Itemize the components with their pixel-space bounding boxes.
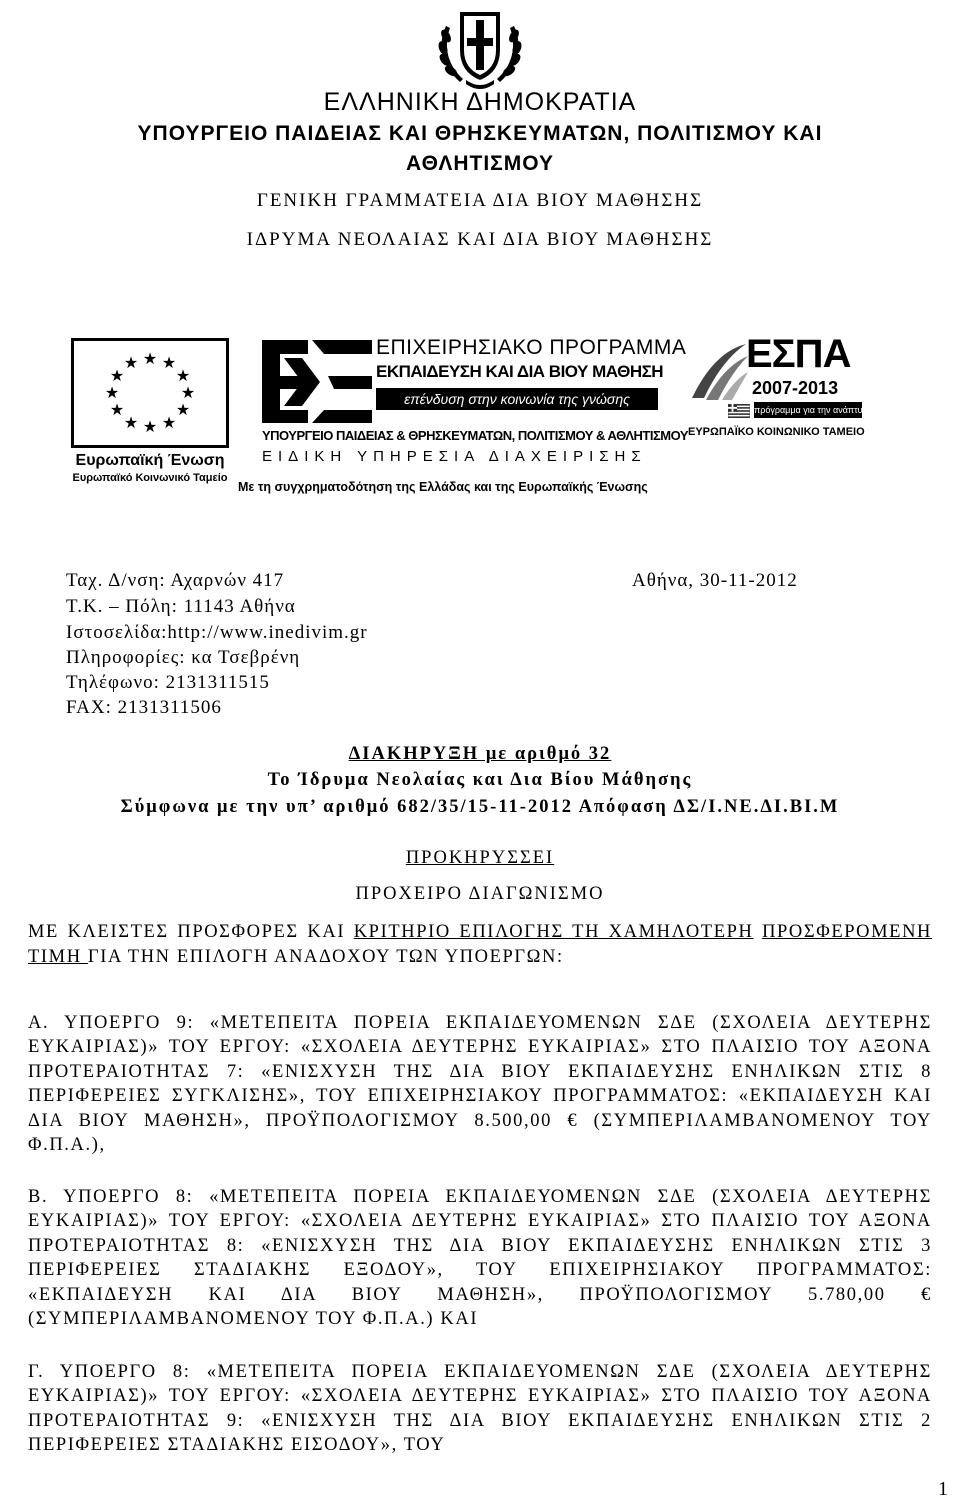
program-title-2: ΕΚΠΑΙΔΕΥΣΗ ΚΑΙ ΔΙΑ ΒΙΟΥ ΜΑΘΗΣΗ <box>376 362 664 381</box>
announcement-proclaims: ΠΡΟΚΗΡΥΣΣΕΙ <box>405 848 555 868</box>
sender-phone: Τηλέφωνο: 2131311515 <box>66 672 270 693</box>
subproject-item-c: Γ. ΥΠΟΕΡΓΟ 8: «ΜΕΤΕΠΕΙΤΑ ΠΟΡΕΙΑ ΕΚΠΑΙΔΕΥΟΜΕΝΩΝ ΣΔΕ (ΣΧΟΛΕΙΑ ΔΕΥΤΕΡΗΣ ΕΥΚΑΙΡΙΑΣ)» ΤΟΥ ΕΡΓΟΥ: «ΣΧΟΛΕΙΑ ΔΕΥΤΕΡΗΣ ΕΥΚΑΙΡΙΑΣ» ΣΤΟ ΠΛΑΙΣΙΟ ΤΟΥ ΑΞΟΝΑ ΠΡΟΤΕΡΑΙΟΤΗΤΑΣ 9: «ΕΝΙΣΧΥΣΗ ΤΗΣ ΔΙΑ ΒΙΟΥ ΕΚΠΑΙΔΕΥΣΗΣ ΕΝΗΛΙΚΩΝ ΣΤΙΣ 2 ΠΕΡΙΦΕΡΕΙΕΣ ΣΤΑΔΙΑΚΗΣ ΕΙΣΟΔΟΥ», ΤΟΥ <box>28 1362 932 1456</box>
svg-text:★: ★ <box>142 417 158 436</box>
header-ministry-cont: ΑΘΛΗΤΙΣΜΟΥ <box>405 152 555 175</box>
announcement-tender: ΠΡΟΧΕΙΡΟ ΔΙΑΓΩΝΙΣΜΟ <box>355 884 605 904</box>
header-ministry: ΥΠΟΥΡΓΕΙΟ ΠΑΙΔΕΙΑΣ ΚΑΙ ΘΡΗΣΚΕΥΜΑΤΩΝ, ΠΟΛΙΤΙΣΜΟΥ ΚΑΙ <box>137 122 823 145</box>
page-number: 1 <box>938 1478 948 1500</box>
tender-criteria <box>28 920 932 970</box>
greek-flag-icon <box>728 404 750 418</box>
svg-text:★: ★ <box>161 413 177 432</box>
header-foundation: ΙΔΡΥΜΑ ΝΕΟΛΑΙΑΣ ΚΑΙ ΔΙΑ ΒΙΟΥ ΜΑΘΗΣΗΣ <box>246 229 714 250</box>
criteria-part-a: ΜΕ ΚΛΕΙΣΤΕΣ ΠΡΟΣΦΟΡΕΣ ΚΑΙ <box>28 922 354 942</box>
header-general-secretariat: ΓΕΝΙΚΗ ΓΡΑΜΜΑΤΕΙΑ ΔΙΑ ΒΙΟΥ ΜΑΘΗΣΗΣ <box>256 190 704 211</box>
program-logo <box>238 336 688 501</box>
sender-address: Ταχ. Δ/νση: Αχαρνών 417 <box>66 570 285 591</box>
eu-flag-icon <box>71 338 229 448</box>
program-emblem-icon <box>262 340 372 426</box>
svg-text:★: ★ <box>109 400 125 419</box>
subproject-item-b: Β. ΥΠΟΕΡΓΟ 8: «ΜΕΤΕΠΕΙΤΑ ΠΟΡΕΙΑ ΕΚΠΑΙΔΕΥΟΜΕΝΩΝ ΣΔΕ (ΣΧΟΛΕΙΑ ΔΕΥΤΕΡΗΣ ΕΥΚΑΙΡΙΑΣ)» ΤΟΥ ΕΡΓΟΥ: «ΣΧΟΛΕΙΑ ΔΕΥΤΕΡΗΣ ΕΥΚΑΙΡΙΑΣ» ΣΤΟ ΠΛΑΙΣΙΟ ΤΟΥ ΑΞΟΝΑ ΠΡΟΤΕΡΑΙΟΤΗΤΑΣ 8: «ΕΝΙΣΧΥΣΗ ΤΗΣ ΔΙΑ ΒΙΟΥ ΕΚΠΑΙΔΕΥΣΗΣ ΕΝΗΛΙΚΩΝ ΣΤΙΣ 3 ΠΕΡΙΦΕΡΕΙΕΣ ΣΤΑΔΙΑΚΗΣ ΕΞΟΔΟΥ», ΤΟΥ ΕΠΙΧΕΙΡΗΣΙΑΚΟΥ ΠΡΟΓΡΑΜΜΑΤΟΣ: «ΕΚΠΑΙΔΕΥΣΗ ΚΑΙ ΔΙΑ ΒΙΟΥ ΜΑΘΗΣΗ», ΠΡΟΫΠΟΛΟΓΙΣΜΟΥ 5.780,00 € (ΣΥΜΠΕΡΙΛΑΜΒΑΝΟΜΕΝΟΥ ΤΟΥ Φ.Π.Α.) ΚΑΙ <box>28 1187 932 1330</box>
ministry-line: ΥΠΟΥΡΓΕΙΟ ΠΑΙΔΕΙΑΣ & ΘΡΗΣΚΕΥΜΑΤΩΝ, ΠΟΛΙΤΙΣΜΟΥ & ΑΘΛΗΤΙΣΜΟΥ <box>262 428 688 443</box>
espa-logo <box>688 332 872 444</box>
cofunding-note: Με τη συγχρηματοδότηση της Ελλάδας και της Ευρωπαϊκής Ένωσης <box>238 480 648 494</box>
sender-postal: Τ.Κ. – Πόλη: 11143 Αθήνα <box>66 596 296 617</box>
sender-contact: Πληροφορίες: κα Τσεβρένη <box>66 647 301 668</box>
header-country: ΕΛΛΗΝΙΚΗ ΔΗΜΟΚΡΑΤΙΑ <box>323 88 637 116</box>
svg-text:★: ★ <box>104 383 120 402</box>
announcement-subtitle: Το Ίδρυμα Νεολαίας και Δια Βίου Μάθησης <box>267 770 693 790</box>
managing-authority: ΕΙΔΙΚΗ ΥΠΗΡΕΣΙΑ ΔΙΑΧΕΙΡΙΣΗΣ <box>262 448 647 465</box>
svg-text:★: ★ <box>123 353 139 372</box>
subproject-item-a: Α. ΥΠΟΕΡΓΟ 9: «ΜΕΤΕΠΕΙΤΑ ΠΟΡΕΙΑ ΕΚΠΑΙΔΕΥΟΜΕΝΩΝ ΣΔΕ (ΣΧΟΛΕΙΑ ΔΕΥΤΕΡΗΣ ΕΥΚΑΙΡΙΑΣ)» ΤΟΥ ΕΡΓΟΥ: «ΣΧΟΛΕΙΑ ΔΕΥΤΕΡΗΣ ΕΥΚΑΙΡΙΑΣ» ΣΤΟ ΠΛΑΙΣΙΟ ΤΟΥ ΑΞΟΝΑ ΠΡΟΤΕΡΑΙΟΤΗΤΑΣ 7: «ΕΝΙΣΧΥΣΗ ΤΗΣ ΔΙΑ ΒΙΟΥ ΕΚΠΑΙΔΕΥΣΗΣ ΕΝΗΛΙΚΩΝ ΣΤΙΣ 8 ΠΕΡΙΦΕΡΕΙΕΣ ΣΥΓΚΛΙΣΗΣ», ΤΟΥ ΕΠΙΧΕΙΡΗΣΙΑΚΟΥ ΠΡΟΓΡΑΜΜΑΤΟΣ: «ΕΚΠΑΙΔΕΥΣΗ ΚΑΙ ΔΙΑ ΒΙΟΥ ΜΑΘΗΣΗ», ΠΡΟΫΠΟΛΟΓΙΣΜΟΥ 8.500,00 € (ΣΥΜΠΕΡΙΛΑΜΒΑΝΟΜΕΝΟΥ ΤΟΥ Φ.Π.Α.), <box>28 1013 932 1156</box>
program-slogan: επένδυση στην κοινωνία της γνώσης <box>376 388 658 410</box>
document-date: Αθήνα, 30-11-2012 <box>632 570 798 591</box>
espa-swoosh-icon <box>688 342 748 402</box>
svg-text:★: ★ <box>161 353 177 372</box>
espa-title: ΕΣΠΑ <box>746 332 851 376</box>
criteria-part-d: ΓΙΑ ΤΗΝ ΕΠΙΛΟΓΗ ΑΝΑΔΟΧΟΥ ΤΩΝ ΥΠΟΕΡΓΩΝ: <box>87 947 564 967</box>
espa-years: 2007-2013 <box>752 378 839 398</box>
criteria-part-b: ΚΡΙΤΗΡΙΟ ΕΠΙΛΟΓΗΣ ΤΗ ΧΑΜΗΛΟΤΕΡΗ <box>353 922 754 942</box>
espa-fund: ΕΥΡΩΠΑΪΚΟ ΚΟΙΝΩΝΙΚΟ ΤΑΜΕΙΟ <box>688 426 865 438</box>
eu-logo <box>71 338 229 486</box>
svg-text:★: ★ <box>175 400 191 419</box>
svg-text:★: ★ <box>123 413 139 432</box>
eu-fund: Ευρωπαϊκό Κοινωνικό Ταμείο <box>72 472 228 484</box>
sender-website: Ιστοσελίδα:http://www.inedivim.gr <box>66 622 368 643</box>
svg-text:★: ★ <box>180 383 196 402</box>
espa-slogan: πρόγραμμα για την ανάπτυξη <box>754 402 862 418</box>
sender-fax: FAX: 2131311506 <box>66 697 222 718</box>
announcement-title: ΔΙΑΚΗΡΥΞΗ με αριθμό 32 <box>348 744 612 764</box>
program-title-1: ΕΠΙΧΕΙΡΗΣΙΑΚΟ ΠΡΟΓΡΑΜΜΑ <box>376 336 687 359</box>
svg-text:★: ★ <box>142 349 158 368</box>
eu-name: Ευρωπαϊκή Ένωση <box>75 452 225 469</box>
svg-text:★: ★ <box>175 366 191 385</box>
criteria-part-c: ΠΡΟΣΦΕΡΟΜΕΝΗ ΤΙΜΗ <box>28 922 932 967</box>
announcement-decision: Σύμφωνα με την υπ’ αριθμό 682/35/15-11-2012 Απόφαση ΔΣ/Ι.ΝΕ.ΔΙ.ΒΙ.Μ <box>120 797 840 817</box>
svg-text:★: ★ <box>109 366 125 385</box>
greek-coat-of-arms-icon <box>416 6 544 92</box>
